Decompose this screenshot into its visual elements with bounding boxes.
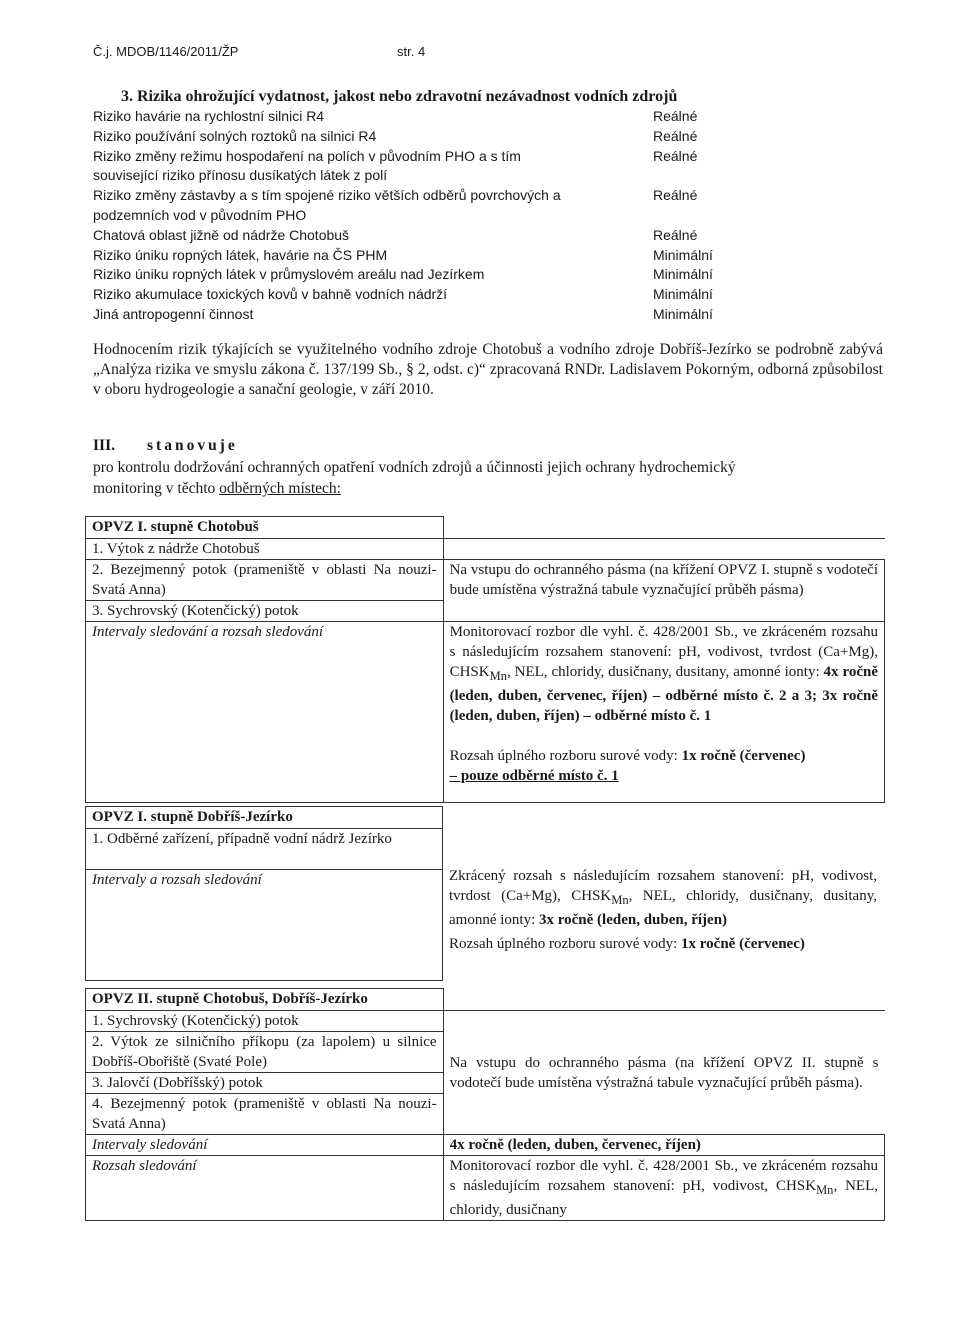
intervals-text: Monitorovací rozbor dle vyhl. č. 428/2001 Sb., ve zkráceném rozsahu s následujícím rozsahem stanovení: pH, vodivost, tvrdost (Ca+Mg), CHSK xyxy=(449,624,878,680)
sampling-point-1: 1. Výtok z nádrže Chotobuš xyxy=(86,539,444,560)
full-analysis-text: Rozsah úplného rozboru surové vody: xyxy=(449,748,682,764)
sampling-point-3: 3. Jalovčí (Dobříšský) potok xyxy=(86,1073,444,1094)
risk-item-text: Jiná antropogenní činnost xyxy=(93,306,254,322)
sampling-point-1: 1. Odběrné zařízení, případně vodní nádrž Jezírko xyxy=(86,829,443,870)
risk-level: Minimální xyxy=(653,286,713,303)
risk-item-text: podzemních vod v původním PHO xyxy=(93,207,307,223)
table-opvz-1-chotobus xyxy=(85,516,885,803)
intervals-sub: Mn xyxy=(611,893,629,907)
intervals-value: 4x ročně (leden, duben, červenec, říjen) xyxy=(443,1135,884,1156)
section-iii-line-2 xyxy=(93,480,341,498)
risk-item-text: Riziko změny zástavby a s tím spojené riziko větších odběrů povrchových a xyxy=(93,187,561,204)
warning-sign-note: Na vstupu do ochranného pásma (na křížení OPVZ I. stupně s vodotečí bude umístěna výstražná tabule vyznačující průběh pásma) xyxy=(443,560,884,622)
table-opvz-2 xyxy=(85,988,885,1221)
risk-level: Reálné xyxy=(653,127,698,144)
risk-item-text: Riziko používání solných roztoků na silnici R4 xyxy=(93,127,377,144)
intervals-description xyxy=(443,622,884,803)
section-iii-verb: stanovuje xyxy=(147,437,238,454)
intervals-schedule: 4x ročně (leden, duben, červenec, říjen) – odběrné místo č. 2 a 3; 3x ročně (leden, duben, říjen) – odběrné místo č. 1 xyxy=(449,664,878,724)
range-text-cont: , NEL, chloridy, dusičnany xyxy=(449,1178,878,1218)
risk-level: Reálné xyxy=(653,108,698,124)
sampling-point-3: 3. Sychrovský (Kotenčický) potok xyxy=(86,601,444,622)
risk-level: Reálné xyxy=(653,187,698,204)
risk-item-text: Riziko úniku ropných látek, havárie na ČS PHM xyxy=(93,246,388,263)
risk-assessment-paragraph: Hodnocením rizik týkajících se využitelného vodního zdroje Chotobuš a vodního zdroje Dobříš-Jezírko se podrobně zabývá „Analýza rizika ve smyslu zákona č. 137/199 Sb., § 2, odst. c)“ zpracovaná RNDr. Ladislavem Pokorným, odborná způsobilost v oboru hydrogeologie a sanační geologie, v září 2010. xyxy=(93,341,883,398)
section-iii-line-1: pro kontrolu dodržování ochranných opatření vodních zdrojů a účinnosti jejich ochrany hydrochemický xyxy=(93,459,736,476)
intervals-label: Intervaly a rozsah sledování xyxy=(86,870,443,981)
risk-level: Reálné xyxy=(653,147,698,164)
risk-item-text: související riziko přínosu dusíkatých látek z polí xyxy=(93,167,388,184)
warning-sign-note: Na vstupu do ochranného pásma (na křížení OPVZ II. stupně s vodotečí bude umístěna výstražná tabule vyznačující průběh pásma). xyxy=(449,1054,879,1091)
sampling-point-4: 4. Bezejmenný potok (prameniště v oblasti Na nouzi-Svatá Anna) xyxy=(86,1094,444,1135)
page-number: str. 4 xyxy=(397,44,426,59)
section-iii-line-2-text: monitoring v těchto xyxy=(93,480,220,497)
sampling-points-label: odběrných místech: xyxy=(219,480,341,497)
table-heading: OPVZ II. stupně Chotobuš, Dobříš-Jezírko xyxy=(86,989,444,1011)
intervals-text-cont: , NEL, chloridy, dusičnany, dusitany, amonné ionty: xyxy=(449,888,877,928)
intervals-text-cont: , NEL, chloridy, dusičnany, dusitany, amonné ionty: xyxy=(506,664,824,680)
full-analysis-point: – pouze odběrné místo č. 1 xyxy=(449,768,619,784)
full-analysis-frequency: 1x ročně (červenec) xyxy=(681,748,806,764)
full-analysis-note xyxy=(449,934,877,954)
risk-item-text: Riziko změny režimu hospodaření na polích v původním PHO a s tím xyxy=(93,147,521,164)
intervals-text: Zkrácený rozsah s následujícím rozsahem stanovení: pH, vodivost, tvrdost (Ca+Mg), CHSK xyxy=(449,868,877,904)
empty-cell xyxy=(443,539,884,560)
section-iii-numeral: III. xyxy=(93,437,115,454)
risk-item-text: Riziko akumulace toxických kovů v bahně vodních nádrží xyxy=(93,286,448,303)
intervals-label: Intervaly sledování xyxy=(86,1135,444,1156)
sampling-point-1: 1. Sychrovský (Kotenčický) potok xyxy=(86,1011,444,1032)
range-text: Monitorovací rozbor dle vyhl. č. 428/2001 Sb., ve zkráceném rozsahu s následujícím rozsahem stanovení: pH, vodivost, CHSK xyxy=(449,1158,878,1194)
risk-item-text: Riziko úniku ropných látek v průmyslovém areálu nad Jezírkem xyxy=(93,266,485,283)
intervals-label: Intervaly sledování a rozsah sledování xyxy=(86,622,444,803)
risk-level: Minimální xyxy=(653,266,713,283)
risk-level: Reálné xyxy=(653,226,698,243)
sampling-point-2: 2. Výtok ze silničního příkopu (za lapolem) u silnice Dobříš-Obořiště (Svaté Pole) xyxy=(86,1032,444,1073)
full-analysis-frequency: 1x ročně (červenec) xyxy=(681,936,805,952)
table-opvz-1-dobris-jezirko xyxy=(85,806,443,981)
risk-item-text: Riziko havárie na rychlostní silnici R4 xyxy=(93,108,325,124)
empty-cell xyxy=(443,517,884,539)
range-label: Rozsah sledování xyxy=(86,1156,444,1221)
full-analysis-note xyxy=(450,746,878,786)
risk-level: Minimální xyxy=(653,246,713,263)
table-heading: OPVZ I. stupně Chotobuš xyxy=(86,517,444,539)
table-heading: OPVZ I. stupně Dobříš-Jezírko xyxy=(86,807,443,829)
intervals-schedule: 3x ročně (leden, duben, říjen) xyxy=(539,912,728,928)
empty-cell xyxy=(443,989,884,1011)
range-sub: Mn xyxy=(816,1183,834,1197)
full-analysis-text: Rozsah úplného rozboru surové vody: xyxy=(449,936,682,952)
sampling-point-2: 2. Bezejmenný potok (prameniště v oblasti Na nouzi-Svatá Anna) xyxy=(86,560,444,601)
table2-intervals-description xyxy=(449,866,877,954)
range-description xyxy=(443,1156,884,1221)
intervals-sub: Mn xyxy=(489,669,507,683)
section-3-title: 3. Rizika ohrožující vydatnost, jakost nebo zdravotní nezávadnost vodních zdrojů xyxy=(121,88,678,105)
document-reference: Č.j. MDOB/1146/2011/ŽP xyxy=(93,44,239,59)
risk-item-text: Chatová oblast jižně od nádrže Chotobuš xyxy=(93,226,350,243)
risk-level: Minimální xyxy=(653,306,713,322)
